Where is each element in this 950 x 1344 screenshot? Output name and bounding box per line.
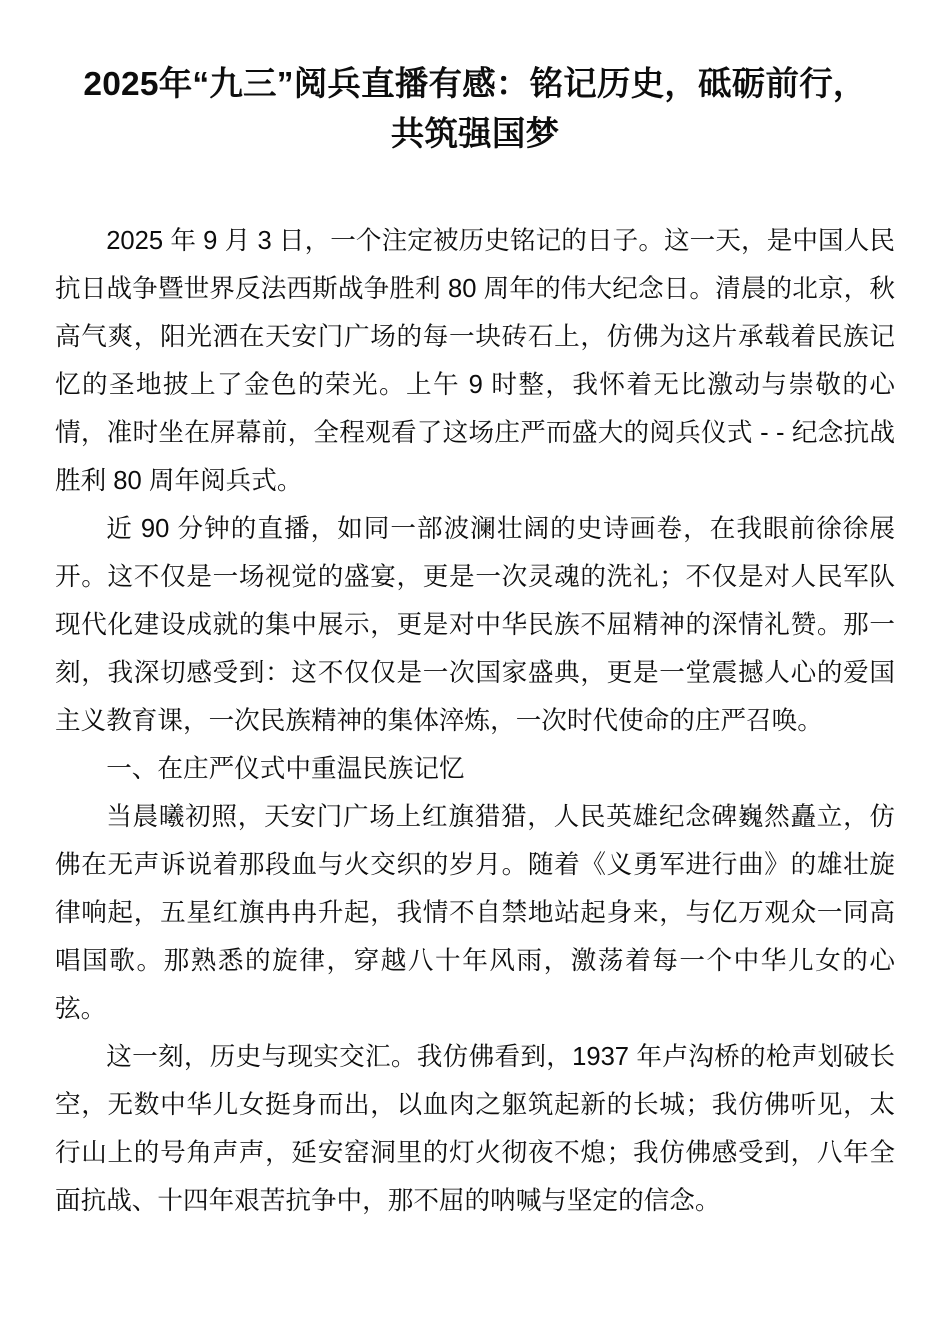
- paragraph-3: 当晨曦初照，天安门广场上红旗猎猎，人民英雄纪念碑巍然矗立，仿佛在无声诉说着那段血与火交织的岁月。随着《义勇军进行曲》的雄壮旋律响起，五星红旗冉冉升起，我情不自禁地站起身来，与亿万观众一同高唱国歌。那熟悉的旋律，穿越八十年风雨，激荡着每一个中华儿女的心弦。: [55, 803, 895, 1023]
- paragraph-2: 近 90 分钟的直播，如同一部波澜壮阔的史诗画卷，在我眼前徐徐展开。这不仅是一场视觉的盛宴，更是一次灵魂的洗礼；不仅是对人民军队现代化建设成就的集中展示，更是对中华民族不屈精神的深情礼赞。那一刻，我深切感受到：这不仅仅是一次国家盛典，更是一堂震撼人心的爱国主义教育课，一次民族精神的集体淬炼，一次时代使命的庄严召唤。: [55, 515, 895, 735]
- page-title: 2025年“九三”阅兵直播有感：铭记历史，砥砺前行，共筑强国梦: [83, 66, 867, 153]
- document-content: [55, 217, 895, 1225]
- document-body: [55, 0, 895, 1225]
- paragraph-1: 2025 年 9 月 3 日，一个注定被历史铭记的日子。这一天，是中国人民抗日战争暨世界反法西斯战争胜利 80 周年的伟大纪念日。清晨的北京，秋高气爽，阳光洒在天安门广场的每一块砖石上，仿佛为这片承载着民族记忆的圣地披上了金色的荣光。上午 9 时整，我怀着无比激动与崇敬的心情，准时坐在屏幕前，全程观看了这场庄严而盛大的阅兵仪式 - - 纪念抗战胜利 80 周年阅兵式。: [55, 227, 895, 495]
- section-heading-1: 一、在庄严仪式中重温民族记忆: [106, 755, 465, 783]
- paragraph-4: 这一刻，历史与现实交汇。我仿佛看到，1937 年卢沟桥的枪声划破长空，无数中华儿女挺身而出，以血肉之躯筑起新的长城；我仿佛听见，太行山上的号角声声，延安窑洞里的灯火彻夜不熄；我仿佛感受到，八年全面抗战、十四年艰苦抗争中，那不屈的呐喊与坚定的信念。: [55, 1043, 895, 1215]
